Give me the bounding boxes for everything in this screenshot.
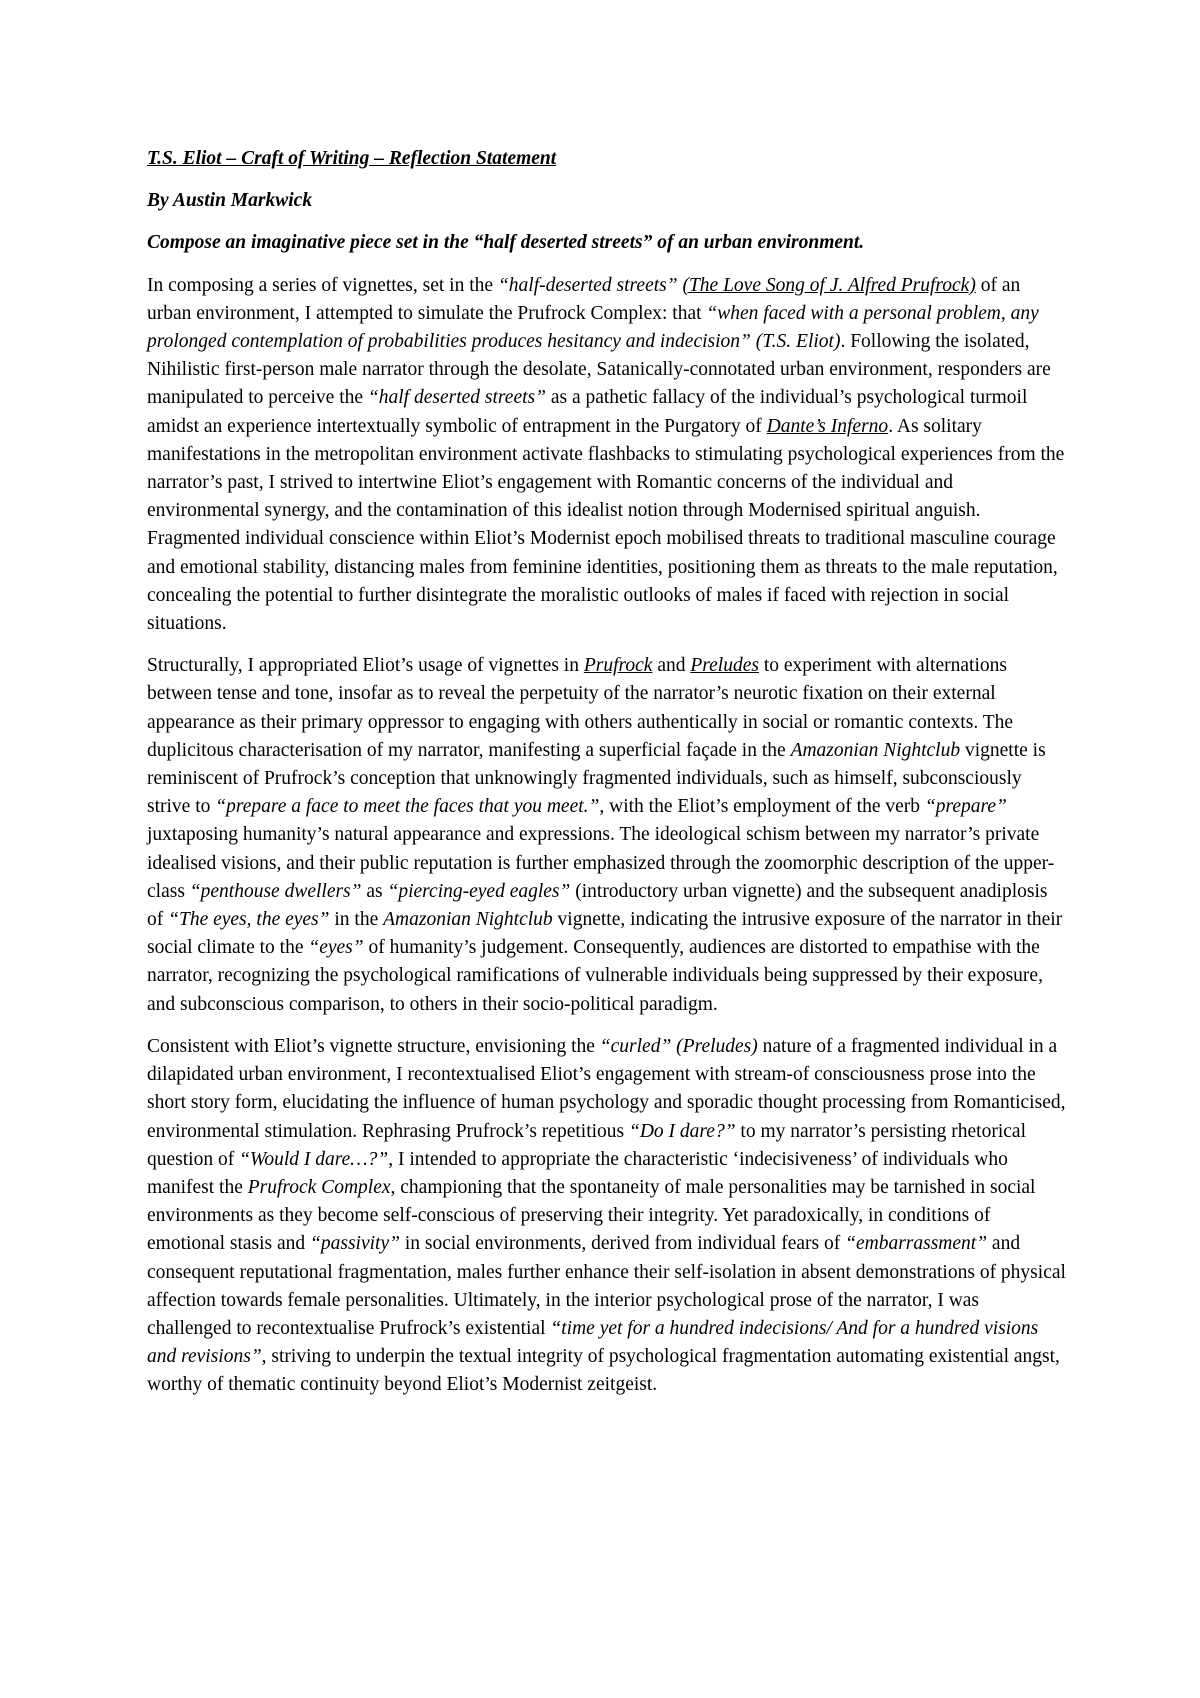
text-run: as a pathetic fallacy of the individual’s psychological turmoil amidst an experience intertextually symbolic of entrapment in the Purgatory of [147,387,1028,437]
text-run: to my narrator’s persisting rhetorical question of [147,1120,1026,1170]
text-run: In composing a series of vignettes, set in the [147,274,498,296]
text-run: nature of a fragmented individual in a dilapidated urban environment, I recontextualised Eliot’s engagement with stream-of consciousness prose into the short story form, elucidating the influence of human psychology and sporadic thought processing from Romanticised, environmental stimulation. Rephrasing Prufrock’s repetitious [147,1035,1066,1142]
quotation: “eyes” [308,937,364,959]
task-prompt: Compose an imaginative piece set in the “half deserted streets” of an urban environment. [147,232,865,254]
document-title: T.S. Eliot – Craft of Writing – Reflection Statement [147,148,557,169]
quotation: “half-deserted streets” [497,274,678,296]
quotation: “embarrassment” [845,1233,988,1255]
quotation: “penthouse dwellers” [189,880,362,902]
body-paragraph [147,652,1067,1019]
text-run: and [652,655,691,677]
text-run: of an urban environment, I attempted to simulate the Prufrock Complex: that [147,274,1021,324]
text-run: , striving to underpin the textual integrity of psychological fragmentation automating existential angst, worthy of thematic continuity beyond Eliot’s Modernist zeitgeist. [147,1346,1060,1396]
text-run: , I intended to appropriate the characteristic ‘indecisiveness’ of individuals who manifest the [147,1148,1008,1198]
quotation: “passivity” [310,1233,400,1255]
quotation: “Would I dare…?” [239,1148,389,1170]
text-run: (introductory urban vignette) and the subsequent anadiplosis of [147,880,1048,931]
text-run: and consequent reputational fragmentation, males further enhance their self-isolation in absent demonstrations of physical affection towards female personalities. Ultimately, in the interior psychological prose of the narrator, I was challenged to recontextualise Prufrock’s existential [147,1233,1066,1339]
titled-work-reference: Prufrock [583,655,653,677]
quotation: “time yet for a hundred indecisions/ And for a hundred visions and revisions” [147,1317,1039,1368]
body-paragraph [147,272,1067,639]
text-run: as [361,880,388,902]
quotation: “prepare a face to meet the faces that you meet.” [215,796,600,818]
text-run: Structurally, I appropriated Eliot’s usage of vignettes in [147,655,584,677]
quotation: “when faced with a personal problem, any prolonged contemplation of probabilities produces hesitancy and indecision” (T.S. Eliot) [147,302,1039,353]
author-line: By Austin Markwick [147,190,313,212]
body-paragraphs [147,272,1067,1400]
text-run: vignette is reminiscent of Prufrock’s conception that unknowingly fragmented individuals, such as himself, subconsciously strive to [147,739,1046,818]
text-run: , championing that the spontaneity of male personalities may be tarnished in social environments as they become self-conscious of preserving their integrity. Yet paradoxically, in conditions of emotional stasis and [147,1176,1036,1255]
text-run: of humanity’s judgement. Consequently, audiences are distorted to empathise with the narrator, recognizing the psychological ramifications of vulnerable individuals being suppressed by their exposure, and subconscious comparison, to others in their socio-political paradigm. [147,937,1043,1015]
quotation: Prufrock Complex [247,1176,391,1198]
quotation: “prepare” [924,796,1007,818]
text-run: . As solitary manifestations in the metropolitan environment activate flashbacks to stimulating psychological experiences from the narrator’s past, I strived to intertwine Eliot’s engagement with Romantic concerns of the individual and environmental synergy, and the contamination of this idealist notion through Modernised spiritual anguish. Fragmented individual conscience within Eliot’s Modernist epoch mobilised threats to traditional masculine courage and emotional stability, distancing males from feminine identities, positioning them as threats to the male reputation, concealing the potential to further disintegrate the moralistic outlooks of males if faced with rejection in social situations. [147,415,1065,635]
quotation: “piercing-eyed eagles” [387,880,571,902]
titled-work-reference: (The Love Song of J. Alfred Prufrock) [682,274,976,296]
quotation: Amazonian Nightclub [383,909,553,931]
titled-work-reference: Dante’s Inferno [766,415,889,437]
quotation: “half deserted streets” [367,387,546,409]
quotation: “curled” (Preludes) [599,1035,758,1057]
text-run: to experiment with alternations between tense and tone, insofar as to reveal the perpetuity of the narrator’s neurotic fixation on their external appearance as their primary oppressor to engaging with others authentically in social or romantic contexts. The duplicitous characterisation of my narrator, manifesting a superficial façade in the [147,655,1014,761]
text-run: vignette, indicating the intrusive exposure of the narrator in their social climate to the [147,909,1063,959]
text-run: juxtaposing humanity’s natural appearance and expressions. The ideological schism between my narrator’s private idealised visions, and their public reputation is further emphasized through the zoomorphic description of the upper-class [147,824,1055,902]
quotation: “The eyes, the eyes” [168,909,330,931]
text-run: , with the Eliot’s employment of the verb [599,796,925,818]
document-body [147,145,1067,1414]
quotation: “Do I dare?” [629,1120,736,1142]
body-paragraph [147,1033,1067,1400]
titled-work-reference: Preludes [690,655,759,677]
quotation: Amazonian Nightclub [790,739,961,761]
text-run: . Following the isolated, Nihilistic first-person male narrator through the desolate, Satanically-connotated urban environment, responders are manipulated to perceive the [147,331,1051,409]
text-run: Consistent with Eliot’s vignette structure, envisioning the [147,1035,600,1057]
text-run: in the [329,909,384,931]
text-run: in social environments, derived from individual fears of [399,1233,846,1255]
